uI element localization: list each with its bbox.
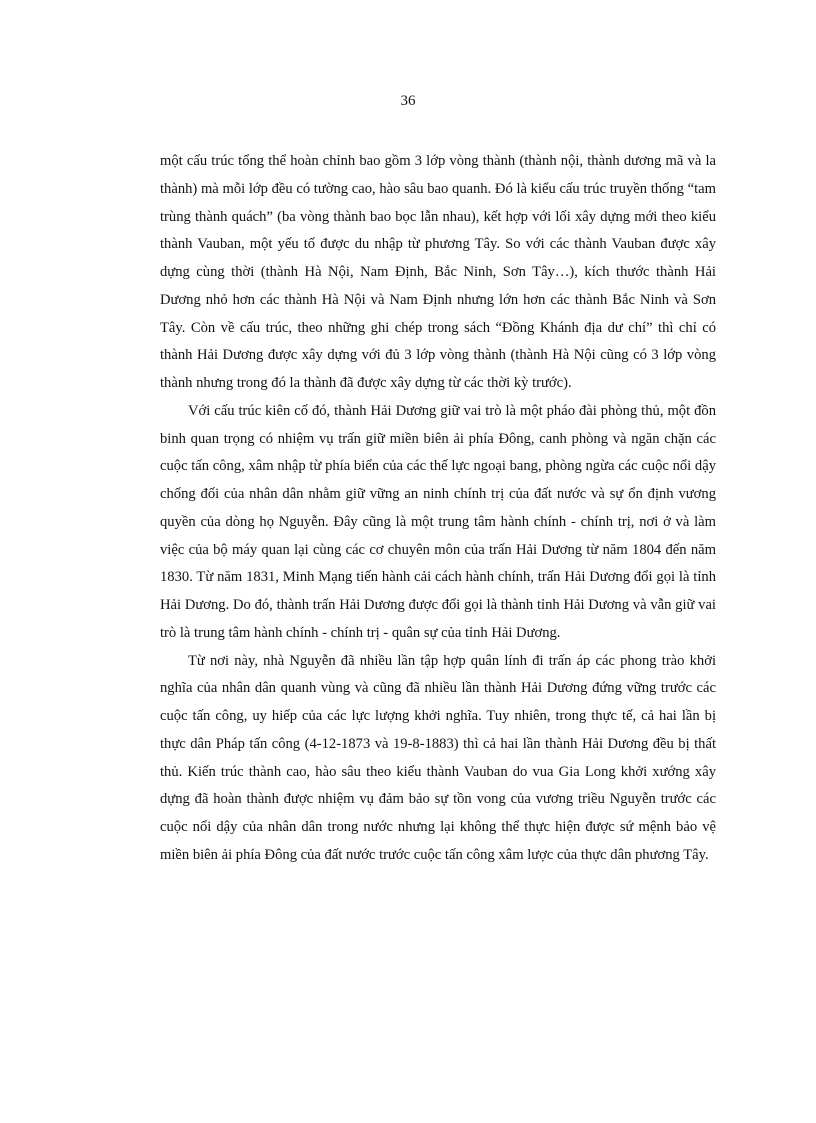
body-text: [160, 148, 716, 870]
page-number: 36: [400, 93, 416, 109]
paragraph-3: Từ nơi này, nhà Nguyễn đã nhiều lần tập hợp quân lính đi trấn áp các phong trào khởi nghĩa của nhân dân quanh vùng và cũng đã nhiều lần thành Hải Dương đứng vững trước các cuộc tấn công, uy hiếp của các lực lượng khởi nghĩa. Tuy nhiên, trong thực tế, cả hai lần bị thực dân Pháp tấn công (4-12-1873 và 19-8-1883) thì cả hai lần thành Hải Dương đều bị thất thủ. Kiến trúc thành cao, hào sâu theo kiểu thành Vauban do vua Gia Long khởi xướng xây dựng đã hoàn thành được nhiệm vụ đảm bảo sự tồn vong của vương triều Nguyễn trước các cuộc nổi dậy của nhân dân trong nước nhưng lại không thể thực hiện được sứ mệnh bảo vệ miền biên ải phía Đông của đất nước trước cuộc tấn công xâm lược của thực dân phương Tây.: [160, 652, 716, 863]
paragraph-1: một cấu trúc tổng thể hoàn chỉnh bao gồm 3 lớp vòng thành (thành nội, thành dương mã và la thành) mà mỗi lớp đều có tường cao, hào sâu bao quanh. Đó là kiểu cấu trúc truyền thống “tam trùng thành quách” (ba vòng thành bao bọc lẫn nhau), kết hợp với lối xây dựng mới theo kiểu thành Vauban, một yếu tố được du nhập từ phương Tây. So với các thành Vauban được xây dựng cùng thời (thành Hà Nội, Nam Định, Bắc Ninh, Sơn Tây…), kích thước thành Hải Dương nhỏ hơn các thành Hà Nội và Nam Định nhưng lớn hơn các thành Bắc Ninh và Sơn Tây. Còn về cấu trúc, theo những ghi chép trong sách “Đồng Khánh địa dư chí” thì chỉ có thành Hải Dương được xây dựng với đủ 3 lớp vòng thành (thành Hà Nội cũng có 3 lớp vòng thành nhưng trong đó la thành đã được xây dựng từ các thời kỳ trước).: [160, 153, 716, 391]
paragraph-2: Với cấu trúc kiên cố đó, thành Hải Dương giữ vai trò là một pháo đài phòng thủ, một đồn binh quan trọng có nhiệm vụ trấn giữ miền biên ải phía Đông, canh phòng và ngăn chặn các cuộc tấn công, xâm nhập từ phía biển của các thế lực ngoại bang, phòng ngừa các cuộc nổi dậy chống đối của nhân dân nhằm giữ vững an ninh chính trị của đất nước và sự ổn định vương quyền của dòng họ Nguyễn. Đây cũng là một trung tâm hành chính - chính trị, nơi ở và làm việc của bộ máy quan lại cùng các cơ chuyên môn của trấn Hải Dương từ năm 1804 đến năm 1830. Từ năm 1831, Minh Mạng tiến hành cải cách hành chính, trấn Hải Dương đổi gọi là tỉnh Hải Dương. Do đó, thành trấn Hải Dương được đổi gọi là thành tỉnh Hải Dương và vẫn giữ vai trò là trung tâm hành chính - chính trị - quân sự của tỉnh Hải Dương.: [160, 402, 716, 641]
